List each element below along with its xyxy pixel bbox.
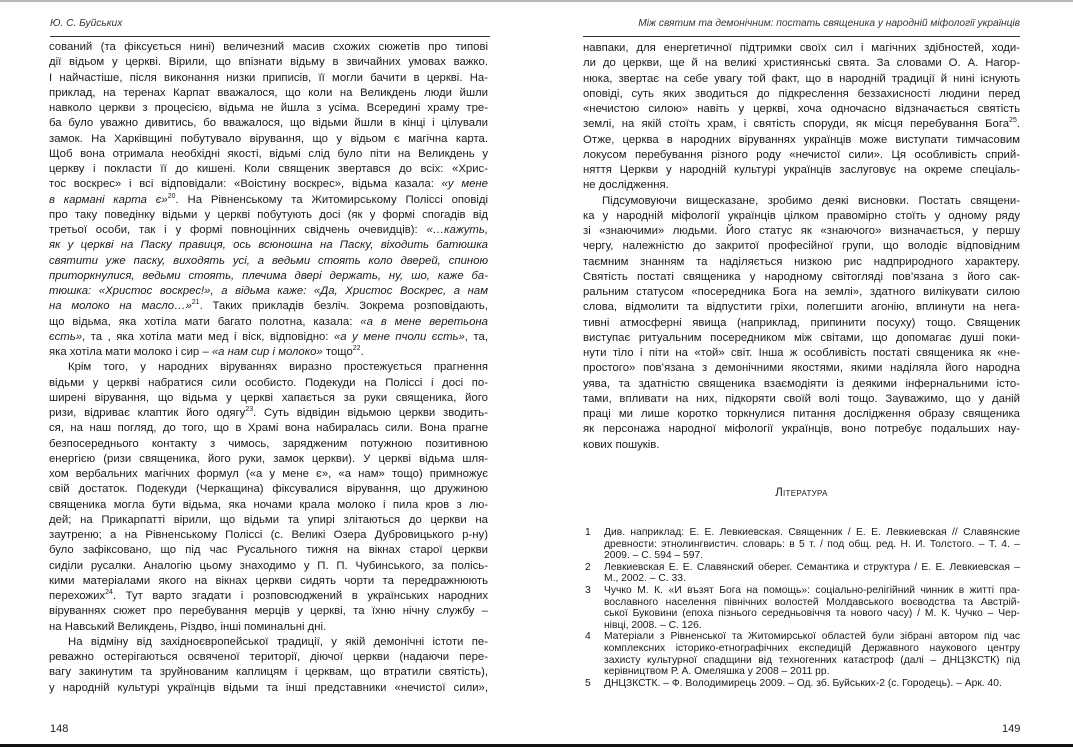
text-line [583,87,1020,102]
text-span: не дослідження. [583,179,669,192]
text-span: кових пошуків. [583,438,660,451]
text-span: оповіді, суть яких зводиться до підкреслення беззахисності людини перед [583,87,1020,100]
text-line [604,597,1020,609]
text-line [583,300,1020,315]
text-span: локусом перебування різного роду «нечистої сили». Ця особливість сприй- [583,148,1020,161]
text-line [583,209,1020,224]
text-line [583,41,1020,56]
quoted-text: святити уже паску, виходять усі, а ведьми стоять коло дверей, спиною [49,254,488,267]
text-line [583,133,1020,148]
text-span: ризи, відриває клаптик його одягу [49,407,246,419]
text-span: Щоб вона отримала необхідні якості, відьмі слід було піти на Великдень у [49,147,488,160]
text-line [583,316,1020,331]
text-line [49,315,488,330]
text-line [583,72,1020,87]
text-span: ли до церкви, ще й на великі християнські свята. За словами О. А. Нагор- [583,57,1020,70]
quoted-text: «а у мене пчоли єсть» [333,330,465,343]
text-span: виступає ритуальним посередником між світами, що допомагає душі поки- [583,331,1020,344]
text-line [583,407,1020,422]
reference-number: 1 [585,527,591,538]
left-page-body [49,40,488,696]
quoted-text: «а нам сир і молоко» [211,346,323,358]
footnote-ref: 24 [105,589,113,596]
text-line [49,604,488,619]
text-line [604,666,1020,678]
text-line [49,177,488,192]
text-line [604,562,1020,574]
text-line [49,391,488,406]
text-line [49,71,488,86]
text-line [49,513,488,528]
text-line [604,643,1020,655]
text-line [49,299,488,314]
text-span: дей; на Прикарпатті вірили, що відьми та упирі злітаються до церкви на [49,513,488,526]
text-span: нути тіло і піти на «той» світ. Інша ж особливість постаті священика як «не- [583,347,1020,359]
text-span: Див. наприклад: Е. Е. Левкиевская. Священник / Е. Е. Левкиевская // Славянские [604,527,1020,538]
text-span: древности: этнолингвистич. словарь: в 5 т. / под общ. ред. Н. И. Толстого. – Т. 4. – [604,538,1020,550]
text-span: у народній культурі українців відьми та інші представники «нечистої сили», [49,681,488,694]
footnote-ref: 20 [167,192,176,200]
text-span: землі, на якій стоїть храм, і святість споруди, як місця перебування Бога [583,118,1010,131]
text-span: таємним знанням та наділяється низкою рис надприродного характеру. [583,255,1020,268]
text-line [583,255,1020,270]
reference-number: 5 [585,677,591,689]
text-span: священика могла бути відьма, яка ночами крала молоко і пила кров з лю- [49,498,488,511]
text-line [49,193,488,208]
text-line [583,438,1020,453]
text-line [49,620,488,635]
text-span: чергу, належністю до закритої професійної групи, що володіє відповідним [583,240,1020,253]
text-line [49,116,488,131]
header-rule [50,36,490,37]
text-span: ської Буковини (епоха пізнього середньовіччя та нового часу) / М. К. Чучко – Чер- [604,608,1020,620]
text-line [604,631,1020,643]
footnote-ref: 23 [245,406,254,413]
page-number: 149 [1002,723,1021,735]
text-span: комплексних історико-етнографічних експедицій Державного наукового центру [604,642,1020,654]
text-line [49,254,488,269]
text-span: . Таких прикладів безліч. Зокрема розповідають, [199,300,488,313]
text-line [604,655,1020,667]
text-span: захисту культурної спадщини від техногенних катастроф (далі – ДНЦЗКСТК) під [604,654,1020,666]
text-span: енергією (ризи священика, його руки, замок церкви). У церкві відьма шля- [49,452,488,465]
quoted-text: «а в мене веретьона [360,315,488,328]
text-span: сований (та фіксується нині) величезний масив схожих сюжетів про типові [49,41,488,53]
text-line [604,585,1020,597]
quoted-text: «у мене [441,178,488,191]
text-span: ка у народній міфології українців цілком правомірно стоїть у одному ряду [583,209,1020,222]
text-span: . Суть відвідин відьмою церкви зводить- [253,407,488,419]
paragraph [583,194,1020,453]
text-span: третьої особи, так і у формі повноцінних свідчень очевидців): [49,224,427,236]
footnote-ref: 25 [1009,117,1017,125]
text-line [49,635,488,650]
text-span: . Тут варто згадати і розповсюджений в українських народних [112,590,488,602]
text-line [49,452,488,467]
text-span: нюка, звертає на себе увагу той факт, що в народній традиції й нині існують [583,72,1020,85]
text-span: дії відьом у церкві. Вірили, що впізнати відьму в звичайних умовах важко. [49,56,488,69]
text-span: вагу закинутим та зруйнованим каплицям і церквам, що втратили святість), [49,666,488,679]
text-span: церкву і покласти її до кишені. Коли священик звертався до всіх: «Хрис- [49,163,488,175]
text-line [49,650,488,665]
quoted-text: «…кажуть, [426,224,488,236]
text-line [583,422,1020,437]
text-span: було зафіксовано, що під час Русального тижня на вікнах старої церкви [49,544,488,557]
text-line [583,270,1020,285]
text-span: кими матеріалами якого на вікнах церкви сидять чорти та передражнюють [49,574,488,587]
text-span: , та , яка хотіла мати мед і віск, відповідно: [82,330,334,343]
text-span: Отже, церква в народних віруваннях українців може виступати тимчасовим [583,133,1020,146]
text-span: замок. На Харківщині побутувало вірування, що у відьом є магічна карта. [49,132,488,145]
text-line [583,377,1020,392]
text-span: Крім того, у народних віруваннях виразно простежується прагнення [68,361,488,374]
text-span: М., 2002. – С. 33. [604,573,686,585]
text-line [583,224,1020,239]
reference-item [585,631,1020,677]
text-span: ба було уважно дивитись, бо вважалося, що відьми йшли в кінці і цілували [49,117,488,130]
quoted-text: єсть» [49,330,83,343]
references-list [585,527,1020,689]
text-span: Підсумовуючи вищесказане, зробимо деякі висновки. Постать священи- [602,194,1020,207]
text-line [49,40,488,55]
text-line [583,56,1020,71]
text-span: ДНЦЗКСТК. – Ф. Володимирець 2009. – Од. зб. Буйських-2 (с. Городець). – Арк. 40. [604,677,1002,689]
text-span: праці ми лише коротко торкнулися питання дослідження образу священика [583,408,1020,420]
text-line [583,392,1020,407]
text-line [583,102,1020,117]
text-span: тами, впливати на них, підкоряти своїй волі тощо. Зауважимо, що у даній [583,392,1020,405]
quoted-text: як у церкві на Паску правиця, ось всюношна на Паску, віходить батюшка [49,239,488,252]
text-span: ральним статусом «посередника Бога на землі», здатного вилікувати силою [583,286,1020,298]
text-span: слова, відмолити та відпустити гріхи, полегшити агонію, вплинути на нега- [583,301,1020,314]
text-line [604,527,1020,539]
text-span: простого» пов’язана з демонічними якостями, якими наділяла його народна [583,362,1020,375]
text-span: Матеріали з Рівненської та Житомирської областей були зібрані автором під час [604,631,1020,643]
text-span: безпосереднього контакту з чимось, зарядженим потужною позитивною [49,437,488,450]
page-number: 148 [50,723,69,735]
text-line [49,55,488,70]
text-span: керівництвом Р. А. Омеляшка у 2008 – 2011 рр. [604,666,830,678]
right-page-body [583,41,1020,453]
text-line [49,132,488,147]
footnote-ref: 22 [352,345,361,352]
text-line [49,238,488,253]
text-span: ширені вірування, що відьма у церкві хапається за руки священика, його [49,391,488,404]
references-heading: Література [775,487,828,499]
text-span: реважно остерігаються освяченої території, діючої церкви (надаючи пере- [49,651,488,663]
reference-number: 3 [585,584,591,596]
quoted-text: в кармані карта є» [49,193,168,206]
text-span: На відміну від західноєвропейської традиції, у якій демонічні істоти пе- [68,635,488,648]
text-line [583,361,1020,376]
text-span: на Навський Великдень, Різдво, інші поминальні дні. [49,620,327,633]
text-line [49,101,488,116]
text-line [49,559,488,574]
text-span: 2009. – С. 594 – 597. [604,550,704,562]
text-line [49,360,488,375]
header-rule [583,36,1020,37]
text-span: про таку поведінку відьми у церкві побутують досі (як у формі спогадів від [49,208,488,221]
running-head-title: Між святим та демонічним: постать священика у народній міфології українців [638,18,1020,29]
paragraph [583,41,1020,194]
text-line [49,543,488,558]
text-line [49,467,488,482]
reference-item [585,585,1020,631]
text-line [49,437,488,452]
text-line [604,678,1020,690]
quoted-text: на молоко на масло…» [49,300,192,313]
text-span: уява, та здатністю священика взаємодіяти із деякими інфернальними істо- [583,377,1020,390]
paragraph [49,635,488,696]
paragraph [49,360,488,635]
text-line [583,194,1020,209]
text-line [583,285,1020,300]
text-span: що відьма, яка хотіла мати багато полотна, казала: [49,315,361,328]
text-line [49,482,488,497]
text-span: тивні атмосферні явища (наприклад, припинити посуху) тощо. Священик [583,316,1020,329]
text-line [49,665,488,680]
text-span: Левкиевская Е. Е. Славянский оберег. Семантика и структура / Е. Е. Левкиевская – [604,561,1020,573]
text-line [49,421,488,436]
text-line [604,539,1020,551]
text-span: навколо церкви з процесією, відьма не йшла з усіма. Всередині храму тре- [49,102,488,114]
text-line [604,608,1020,620]
text-span: відьми у церкві набратися сили особисто. Подекуди на Поліссі і досі по- [49,376,488,389]
text-span: І найчастіше, після виконання низки приписів, її могли бачити в церкві. На- [49,71,488,84]
text-line [49,162,488,177]
text-span: приклад, на теренах Карпат вважалося, що коли на Великдень люди йшли [49,86,488,99]
text-span: свій достаток. Подекуди (Черкащина) фіксувалися вірування, що дружиною [49,483,488,496]
text-line [49,223,488,238]
text-span: вославного населення північних волостей Молдавського воєводства та Австрій- [604,596,1020,608]
text-line [583,117,1020,132]
text-line [49,330,488,345]
text-line [49,681,488,696]
quoted-text: тюшка: «Христос воскрес!», а відьма каже: «Да, Христос Воскрес, а нам [49,285,488,297]
text-line [49,498,488,513]
text-line [604,550,1020,562]
text-span: перехожих [49,590,106,602]
text-span: . На Рівненському та Житомирському Поліссі оповіді [175,193,488,206]
top-border [0,0,1073,2]
text-span: , та, [464,330,488,343]
text-span: нівці, 2008. – С. 126. [604,619,702,631]
reference-item [585,678,1020,690]
text-span: віруваннях сюжет про перебування мерців у церкві, та їхню нічну службу – [49,605,488,618]
text-span: заутреню; а на Рівненському Поліссі (с. Великі Озера Дубровицького р-ну) [49,529,488,541]
text-span: хом вербальних магічних формул («а у мене є», «а нам» тощо) примножує [49,468,488,480]
text-line [49,574,488,589]
reference-number: 2 [585,561,591,573]
footnote-ref: 21 [191,299,200,307]
text-span: ся, на наш погляд, до того, що в Храмі вона набиралась сили. Вона прагне [49,422,488,435]
text-line [49,528,488,543]
text-span: сиділи русалки. Аналогію цьому знаходимо у П. П. Чубинського, за полісь- [49,559,488,572]
text-line [583,331,1020,346]
text-line [49,406,488,421]
text-line [49,147,488,162]
text-span: яка хотіла мати молоко і сир – [49,346,212,358]
text-span: тощо [322,346,353,358]
text-line [583,239,1020,254]
text-span: навпаки, для енергетичної підтримки своїх сил і магічних здібностей, ходи- [583,42,1020,54]
text-line [583,148,1020,163]
text-span: няття Церкви у народній культурі українців заслуговує на окреме спеціаль- [583,164,1020,176]
text-span: як персонажа народної міфології українців, воно потребує подальших нау- [583,423,1020,436]
quoted-text: приторкнулися, ведьми стоять, плечима двері держать, ну, шо, каже ба- [49,269,488,282]
text-span: зі «знаючими» людьми. Його статус як «знаючого» визначається, у першу [583,225,1020,237]
reference-number: 4 [585,631,591,643]
text-line [49,208,488,223]
text-span: Чучко М. К. «И възят Бога на помощь»: соціально-релігійний чинник в житті пра- [604,584,1020,596]
text-line [49,376,488,391]
paragraph [49,40,488,360]
text-line [583,178,1020,193]
text-line [49,345,488,360]
bottom-border [0,744,1073,747]
text-span: «нечистою силою» навіть у церкві, хоча одночасно відзначається святість [583,103,1020,115]
text-span: тос воскрес» і всі відповідали: «Воістину воскрес», відьма казала: [49,178,442,191]
text-span: . [360,346,364,358]
text-line [583,346,1020,361]
text-line [583,163,1020,178]
text-line [604,620,1020,632]
reference-item [585,527,1020,562]
text-span: Святість постаті священика у народному світогляді пов’язана з його сак- [583,270,1020,283]
reference-item [585,562,1020,585]
running-head-author: Ю. С. Буйських [50,18,123,29]
text-line [49,284,488,299]
text-line [604,573,1020,585]
text-line [49,86,488,101]
text-span: . [1016,118,1020,131]
text-line [49,589,488,604]
text-line [49,269,488,284]
